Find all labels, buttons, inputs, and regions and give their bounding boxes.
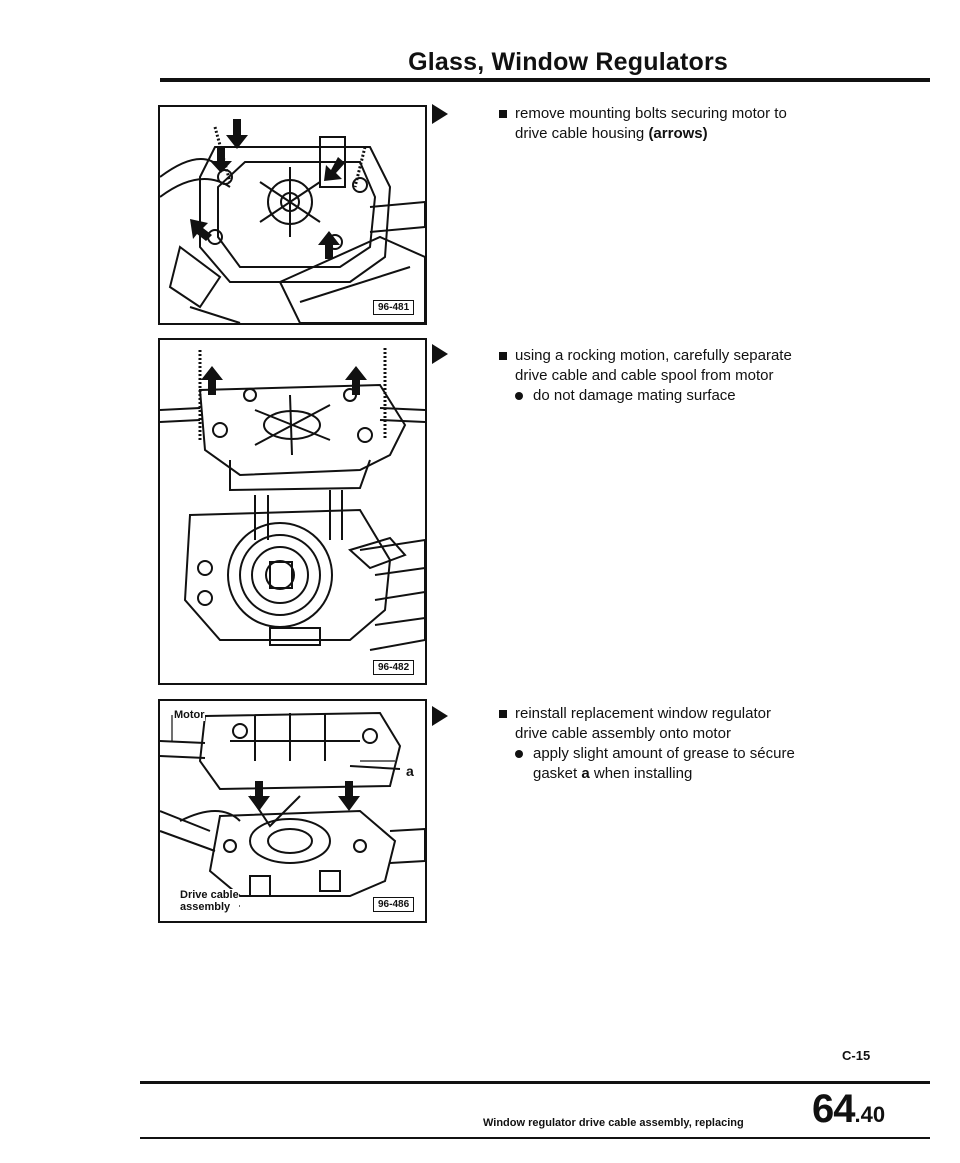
footer-caption: Window regulator drive cable assembly, replacing	[483, 1117, 744, 1129]
sub-note-part: when installing	[589, 765, 693, 782]
step-emphasis: (arrows)	[648, 125, 708, 142]
reinstall-illustration	[160, 701, 425, 921]
figure-cable-separate	[158, 338, 427, 685]
square-bullet	[499, 710, 507, 718]
step-1	[515, 104, 915, 144]
step-text: using a rocking motion, carefully separate	[515, 347, 792, 364]
figure-reinstall	[158, 699, 427, 923]
label-drive-cable-line2: assembly	[180, 901, 231, 913]
square-bullet	[499, 110, 507, 118]
step-text-cont: drive cable and cable spool from motor	[515, 367, 774, 384]
header-rule	[160, 78, 930, 82]
page-code: C-15	[842, 1048, 871, 1063]
pointer-arrow-3	[432, 706, 448, 726]
sub-note-text: do not damage mating surface	[533, 387, 736, 404]
step-text: reinstall replacement window regulator	[515, 705, 771, 722]
sub-note-part: gasket	[533, 765, 582, 782]
pointer-arrow-1	[432, 104, 448, 124]
figure-ref: 96-482	[373, 660, 414, 675]
step-text-cont: drive cable assembly onto motor	[515, 725, 731, 742]
separation-illustration	[160, 340, 425, 683]
figure-ref: 96-481	[373, 300, 414, 315]
section-number	[812, 1087, 885, 1132]
step-text-cont	[515, 124, 915, 144]
sub-note-text: apply slight amount of grease to sécure	[533, 745, 795, 762]
step-3	[515, 704, 915, 784]
figure-ref: 96-486	[373, 897, 414, 912]
motor-housing-illustration	[160, 107, 425, 323]
round-bullet	[515, 750, 523, 758]
square-bullet	[499, 352, 507, 360]
section-minor: .40	[854, 1102, 886, 1127]
footer-rule-bottom	[140, 1137, 930, 1139]
sub-note-emphasis: a	[581, 765, 590, 782]
page-title: Glass, Window Regulators	[408, 48, 728, 76]
section-major: 64	[812, 1087, 855, 1131]
sub-note	[515, 744, 915, 784]
step-2	[515, 346, 915, 406]
step-text: remove mounting bolts securing motor to	[515, 105, 787, 122]
label-gasket: a	[406, 763, 414, 779]
label-drive-cable-line1: Drive cable	[180, 889, 239, 901]
footer-rule-top	[140, 1081, 930, 1084]
sub-note	[515, 386, 915, 406]
figure-motor-bolts	[158, 105, 427, 325]
round-bullet	[515, 392, 523, 400]
label-motor: Motor	[174, 709, 205, 721]
sub-note-cont	[515, 764, 915, 784]
label-drive-cable	[180, 889, 239, 913]
pointer-arrow-2	[432, 344, 448, 364]
step-text-part: drive cable housing	[515, 125, 645, 142]
